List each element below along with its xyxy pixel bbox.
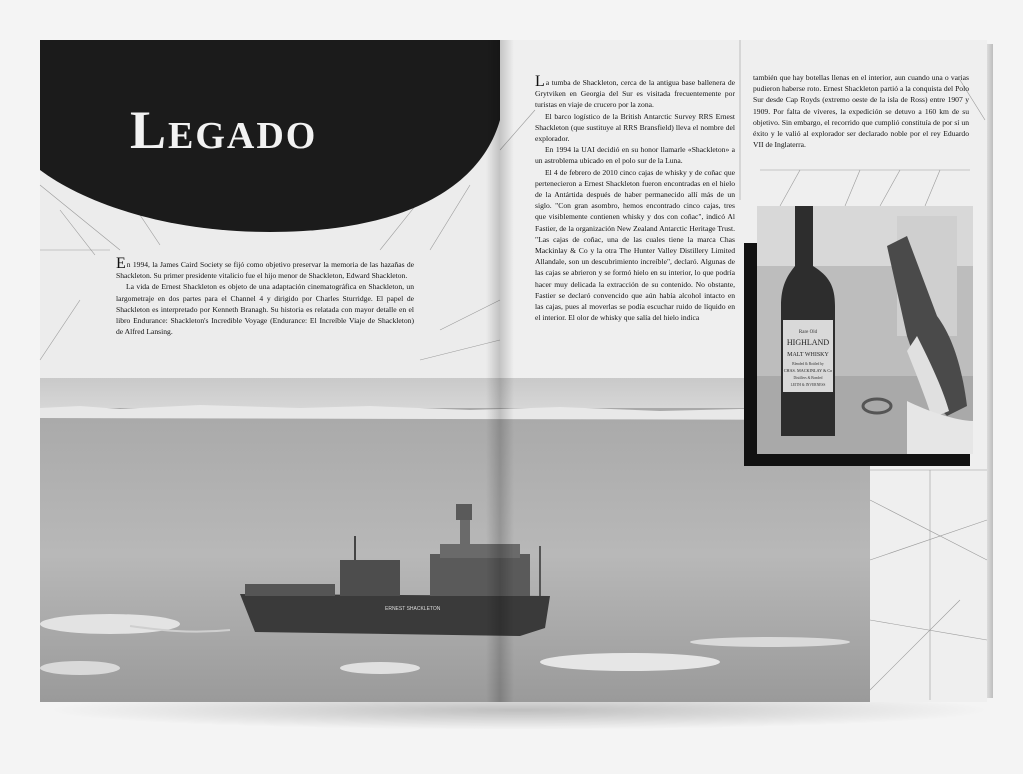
right-paragraph-4: El 4 de febrero de 2010 cinco cajas de whisky y de coñac que pertenecieron a Ernest Shackleton fueron encontradas en el hielo de la Antártida después de haber permanecido allí más de un siglo. "Con gran asombro, hemos encontrado cinco cajas, tres que visiblemente contienen whisky y dos con coñac", indicó Al Fastier, de la organización New Zealand Antarctic Heritage Trust. "Las cajas de coñac, una de las cuales tiene la marca Chas Mackinlay & Co y la otra The Hunter Valley Distillery Limited Allandale, son un descubrimiento increíble", declaró. Algunas de las cajas se abrieron y se formó hielo en su interior, lo que podría hacer muy delicada la extracción de su contenido. No obstante, Fastier se declaró convencido que aún había alcohol intacto en las cajas, pues al moverlas se podía escuchar ruido de líquido en el interior. El olor de whisky que salía del hielo indica <box>535 167 735 323</box>
left-column-text <box>116 255 414 337</box>
bottle-label-line-3: MALT WHISKY <box>787 352 829 358</box>
bottle-label-line-4: Blended & Bottled by <box>792 362 824 366</box>
left-paragraph-1: En 1994, la James Caird Society se fijó como objetivo preservar la memoria de las hazañas de Shackleton. Su primer presidente vitalicio fue el hijo menor de Shackleton, Edward Shackleton. <box>116 255 414 281</box>
right-paragraph-2: El barco logístico de la British Antarctic Survey RRS Ernest Shackleton (que sustituye al RRS Bransfield) lleva el nombre del explorador. <box>535 111 735 144</box>
bottle-label-line-2: HIGHLAND <box>786 338 830 347</box>
right-column-2-text <box>753 72 969 150</box>
bottle-label-line-7: LEITH & INVERNESS <box>790 383 826 387</box>
left-dropcap: E <box>116 255 126 272</box>
bottle-label-line-6: Distillers & Bonded <box>793 376 823 380</box>
left-paragraph-2: La vida de Ernest Shackleton es objeto de una adaptación cinematográfica en Shackleton, un largometraje en dos partes para el Channel 4 y dirigido por Charles Sturridge. El papel de Shackleton es interpretado por Kenneth Branagh. Su historia es relatada con mayor detalle en el libro Endurance: Shackleton's Incredible Voyage (Endurance: El Increíble Viaje de Shackleton) de Alfred Lansing. <box>116 282 414 337</box>
right-paragraph-1: La tumba de Shackleton, cerca de la antigua base ballenera de Grytviken en Georgia del Sur es visitada frecuentemente por turistas en viaje de crucero por la zona. <box>535 73 735 110</box>
page-title: Legado <box>130 100 318 160</box>
right-column-1-text <box>535 73 735 323</box>
bottle-label-line-5: CHAS. MACKINLAY & Co <box>783 368 833 373</box>
bottle-label-line-1: Rare Old <box>798 330 818 335</box>
right-paragraph-3: En 1994 la UAI decidió en su honor llamarle «Shackleton» a un astroblema ubicado en el polo sur de la Luna. <box>535 145 735 166</box>
right-col2-paragraph-1: también que hay botellas llenas en el interior, aun cuando una o varias pudieron haberse roto. Ernest Shackleton partió a la conquista del Polo Sur desde Cap Royds (extremo oeste de la isla de Ross) entre 1907 y 1909. Por falta de víveres, la expedición se detuvo a 160 km de su objetivo. Sin embargo, el recorrido que cumplió constituía de por sí un éxito y le valió al explorador ser declarado noble por el rey Eduardo VII de Inglaterra. <box>753 73 969 150</box>
right-dropcap: L <box>535 73 545 90</box>
bottle-photo <box>757 206 973 454</box>
ship-hull-name: ERNEST SHACKLETON <box>385 606 441 612</box>
